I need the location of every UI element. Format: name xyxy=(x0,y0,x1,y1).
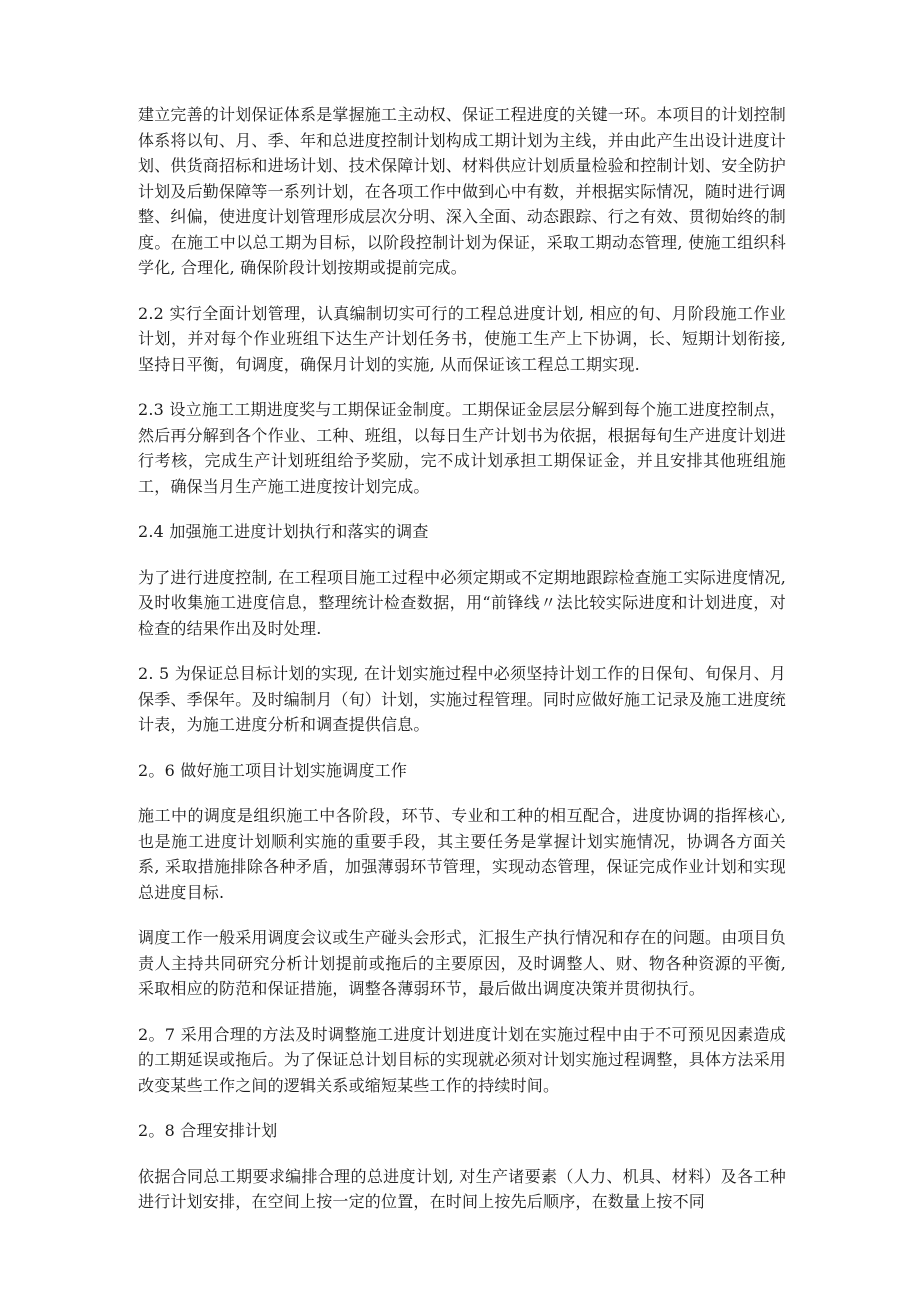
section-2-3-paragraph: 2.3 设立施工工期进度奖与工期保证金制度。工期保证金层层分解到每个施工进度控制点，然后再分解到各个作业、工种、班组，以每日生产计划书为依据，根据每旬生产进度计划进行考核，完成生产计划班组给予奖励，完不成计划承担工期保证金，并且安排其他班组施工，确保当月生产施工进度按计划完成。 xyxy=(138,400,787,496)
section-2-2-paragraph: 2.2 实行全面计划管理，认真编制切实可行的工程总进度计划, 相应的旬、月阶段施工作业计划，并对每个作业班组下达生产计划任务书，使施工生产上下协调，长、短期计划衔接, 坚持日平衡，旬调度，确保月计划的实施, 从而保证该工程总工期实现. xyxy=(138,303,786,374)
section-2-8-heading: 2。8 合理安排计划 xyxy=(138,1121,278,1140)
section-2-6-paragraph-1: 施工中的调度是组织施工中各阶段，环节、专业和工种的相互配合，进度协调的指挥核心, 也是施工进度计划顺利实施的重要手段，其主要任务是掌握计划实施情况，协调各方面关系, 采取措施排除各种矛盾，加强薄弱环节管理，实现动态管理，保证完成作业计划和实现总进度目标. xyxy=(138,806,786,902)
section-2-8-paragraph: 依据合同总工期要求编排合理的总进度计划, 对生产诸要素（人力、机具、材料）及各工种进行计划安排，在空间上按一定的位置，在时间上按先后顺序，在数量上按不同 xyxy=(138,1166,786,1211)
section-2-7-paragraph: 2。7 采用合理的方法及时调整施工进度计划进度计划在实施过程中由于不可预见因素造成的工期延误或拖后。为了保证总计划目标的实现就必须对计划实施过程调整，具体方法采用改变某些工作之间的逻辑关系或缩短某些工作的持续时间。 xyxy=(138,1024,787,1095)
section-2-4-heading: 2.4 加强施工进度计划执行和落实的调查 xyxy=(138,522,429,541)
document-body xyxy=(138,102,786,1235)
section-2-6-heading: 2。6 做好施工项目计划实施调度工作 xyxy=(138,760,408,780)
intro-paragraph: 建立完善的计划保证体系是掌握施工主动权、保证工程进度的关键一环。本项目的计划控制体系将以旬、月、季、年和总进度控制计划构成工期计划为主线，并由此产生出设计进度计划、供货商招标和进场计划、技术保障计划、材料供应计划质量检验和控制计划、安全防护计划及后勤保障等一系列计划，在各项工作中做到心中有数，并根据实际情况，随时进行调整、纠偏，使进度计划管理形成层次分明、深入全面、动态跟踪、行之有效、贯彻始终的制度。在施工中以总工期为目标，以阶段控制计划为保证，采取工期动态管理, 使施工组织科学化, 合理化, 确保阶段计划按期或提前完成。 xyxy=(138,105,787,277)
section-2-5-paragraph: 2. 5 为保证总目标计划的实现, 在计划实施过程中必须坚持计划工作的日保旬、旬保月、月保季、季保年。及时编制月（旬）计划，实施过程管理。同时应做好施工记录及施工进度统计表，为施工进度分析和调查提供信息。 xyxy=(138,664,787,734)
section-2-4-paragraph: 为了进行进度控制, 在工程项目施工过程中必须定期或不定期地跟踪检查施工实际进度情况, 及时收集施工进度信息，整理统计检查数据，用“前锋线〃法比较实际进度和计划进度，对检查的结果作出及时处理. xyxy=(138,567,786,638)
section-2-6-paragraph-2: 调度工作一般采用调度会议或生产碰头会形式，汇报生产执行情况和存在的问题。由项目负责人主持共同研究分析计划提前或拖后的主要原因，及时调整人、财、物各种资源的平衡, 采取相应的防范和保证措施，调整各薄弱环节，最后做出调度决策并贯彻执行。 xyxy=(138,928,787,998)
